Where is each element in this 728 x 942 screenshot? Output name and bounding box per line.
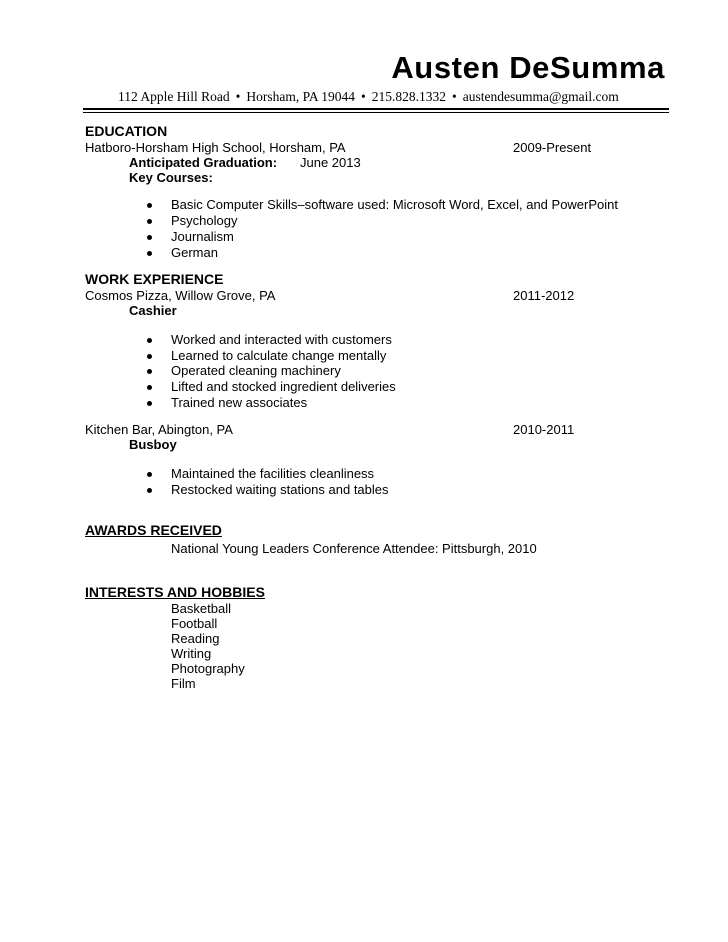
course-item: German bbox=[171, 245, 218, 260]
header-rule bbox=[83, 108, 669, 110]
employer-name: Cosmos Pizza, Willow Grove, PA bbox=[85, 288, 276, 303]
duty-item: Operated cleaning machinery bbox=[171, 363, 341, 378]
interest-item: Writing bbox=[171, 646, 212, 661]
email: austendesumma@gmail.com bbox=[462, 89, 619, 104]
interest-item: Football bbox=[171, 616, 218, 631]
header-rule-thin bbox=[83, 112, 669, 113]
duty-item: Maintained the facilities cleanliness bbox=[171, 466, 375, 481]
job-title: Cashier bbox=[129, 303, 177, 318]
school-name: Hatboro-Horsham High School, Horsham, PA bbox=[85, 140, 346, 155]
bullet-icon bbox=[147, 472, 152, 477]
bullet-icon bbox=[147, 219, 152, 224]
employment-dates: 2010-2011 bbox=[513, 422, 575, 437]
award-item: National Young Leaders Conference Attendee: Pittsburgh, 2010 bbox=[171, 541, 537, 556]
interest-item: Basketball bbox=[171, 601, 231, 616]
graduation-date: June 2013 bbox=[300, 155, 361, 170]
interest-item: Film bbox=[171, 676, 196, 691]
interest-item: Photography bbox=[171, 661, 245, 676]
awards-heading: AWARDS RECEIVED bbox=[85, 522, 222, 538]
separator: • bbox=[451, 89, 457, 104]
contact-line bbox=[118, 89, 619, 105]
duty-item: Lifted and stocked ingredient deliveries bbox=[171, 379, 396, 394]
bullet-icon bbox=[147, 203, 152, 208]
school-dates: 2009-Present bbox=[513, 140, 592, 155]
bullet-icon bbox=[147, 251, 152, 256]
course-item: Psychology bbox=[171, 213, 238, 228]
phone: 215.828.1332 bbox=[371, 89, 446, 104]
duty-item: Restocked waiting stations and tables bbox=[171, 482, 389, 497]
job-title: Busboy bbox=[129, 437, 177, 452]
course-item: Journalism bbox=[171, 229, 234, 244]
bullet-icon bbox=[147, 354, 152, 359]
separator: • bbox=[235, 89, 241, 104]
city: Horsham, PA 19044 bbox=[246, 89, 355, 104]
candidate-name: Austen DeSumma bbox=[391, 50, 665, 85]
bullet-icon bbox=[147, 369, 152, 374]
bullet-icon bbox=[147, 338, 152, 343]
bullet-icon bbox=[147, 235, 152, 240]
bullet-icon bbox=[147, 401, 152, 406]
separator: • bbox=[361, 89, 366, 104]
graduation-label: Anticipated Graduation: bbox=[129, 155, 278, 170]
address: 112 Apple Hill Road bbox=[118, 89, 230, 104]
duty-item: Learned to calculate change mentally bbox=[171, 348, 387, 363]
duty-item: Worked and interacted with customers bbox=[171, 332, 392, 347]
interest-item: Reading bbox=[171, 631, 220, 646]
education-heading: EDUCATION bbox=[85, 123, 168, 139]
work-heading: WORK EXPERIENCE bbox=[85, 271, 224, 287]
interests-heading: INTERESTS AND HOBBIES bbox=[85, 584, 265, 600]
bullet-icon bbox=[147, 385, 152, 390]
employer-name: Kitchen Bar, Abington, PA bbox=[85, 422, 233, 437]
bullet-icon bbox=[147, 488, 152, 493]
courses-label: Key Courses: bbox=[129, 170, 213, 185]
duty-item: Trained new associates bbox=[171, 395, 308, 410]
employment-dates: 2011-2012 bbox=[513, 288, 575, 303]
course-item: Basic Computer Skills–software used: Microsoft Word, Excel, and PowerPoint bbox=[171, 197, 618, 212]
